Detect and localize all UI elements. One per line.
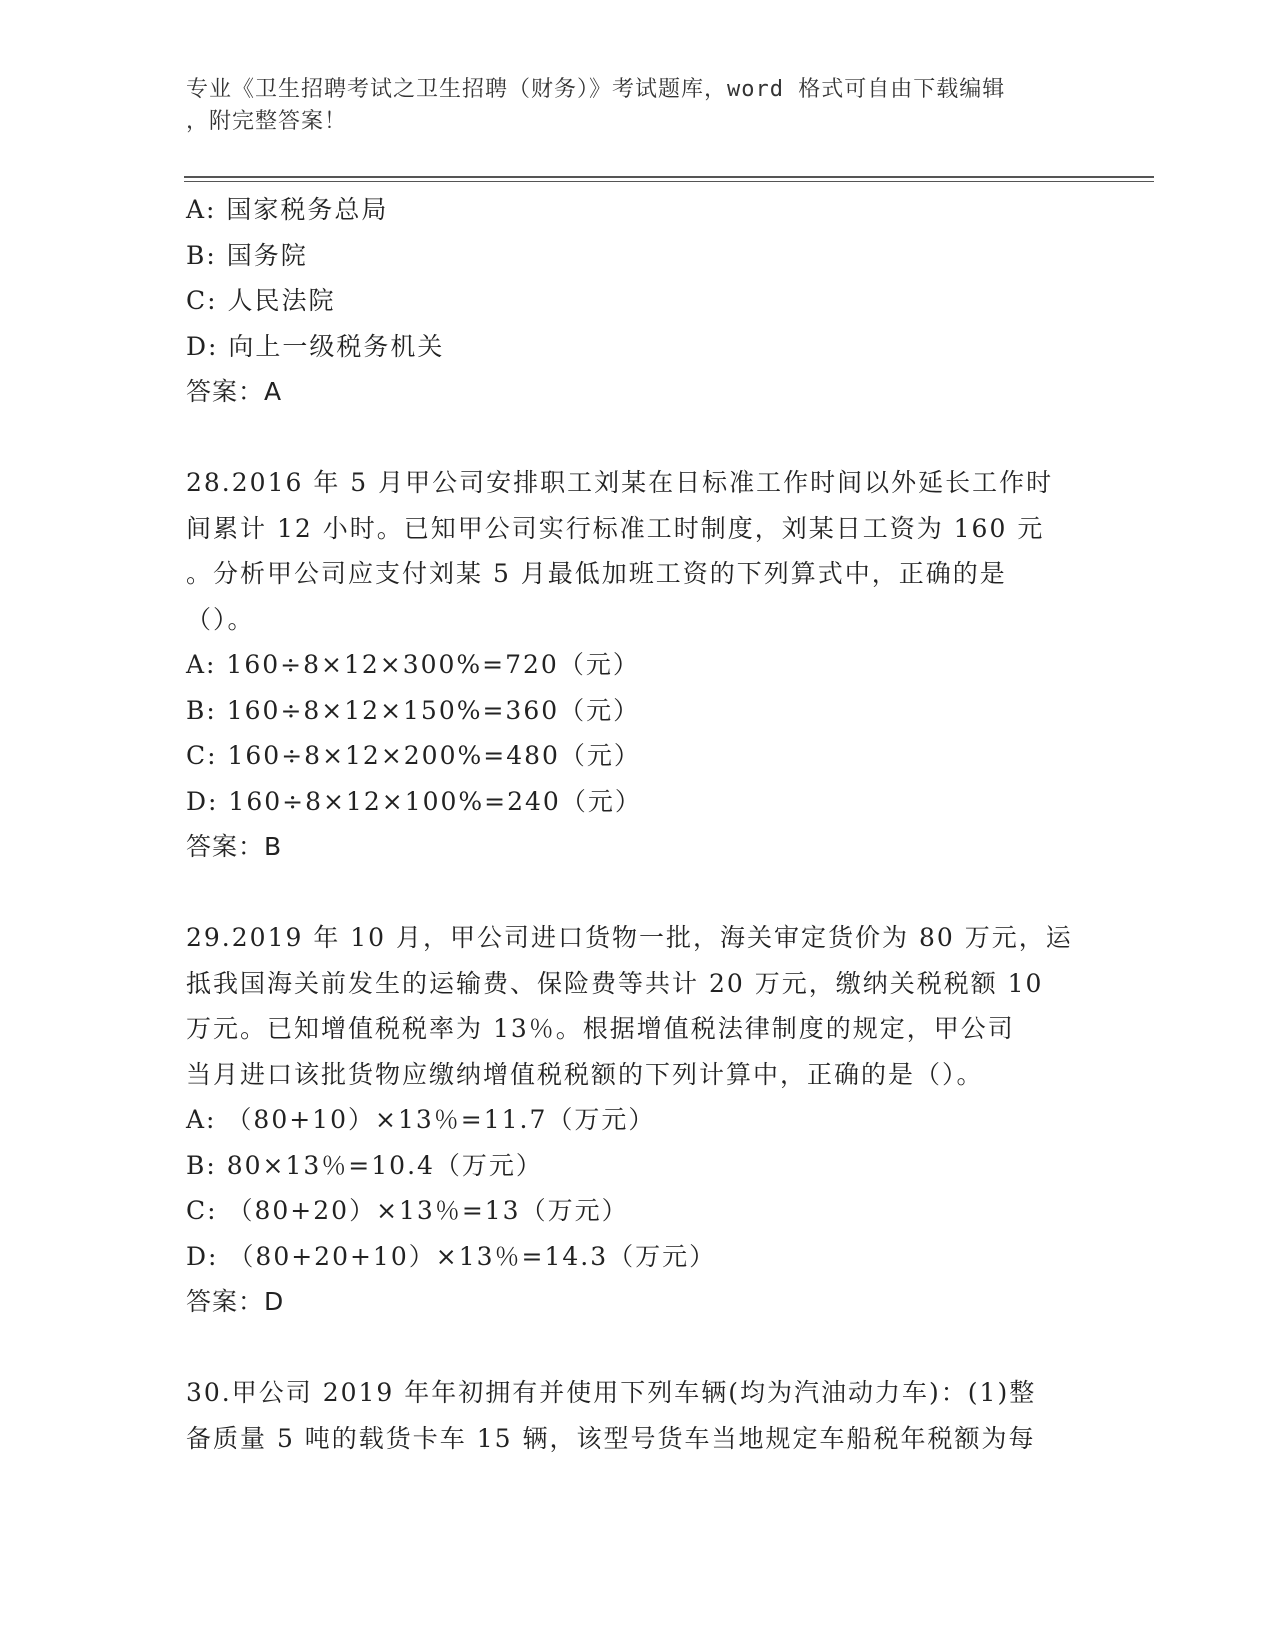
question-29 [186, 915, 1086, 1325]
header-line-2: ，附完整答案！ [186, 109, 348, 134]
question-text-line: 28.2016 年 5 月甲公司安排职工刘某在日标准工作时间以外延长工作时 [186, 468, 1054, 497]
question-text-line: 万元。已知增值税税率为 13％。根据增值税法律制度的规定，甲公司 [186, 1014, 1015, 1043]
answer: 答案：A [186, 377, 283, 406]
header-rule-thick [184, 176, 1154, 178]
option-b: B: 160÷8×12×150%=360（元） [186, 695, 641, 725]
answer: 答案：D [186, 1287, 285, 1316]
header-rule-thin [184, 181, 1154, 182]
option-c: C: （80+20）×13％=13（万元） [186, 1196, 629, 1225]
option-a: A: 160÷8×12×300%=720（元） [186, 650, 640, 679]
option-a: A: （80+10）×13％=11.7（万元） [186, 1105, 656, 1134]
answer: 答案：B [186, 832, 283, 861]
question-text-line: 29.2019 年 10 月，甲公司进口货物一批，海关审定货价为 80 万元，运 [186, 923, 1073, 952]
question-28 [186, 460, 1086, 870]
question-text-line: 备质量 5 吨的载货卡车 15 辆，该型号货车当地规定车船税年税额为每 [186, 1423, 1036, 1453]
header-line-1: 专业《卫生招聘考试之卫生招聘（财务）》考试题库，word 格式可自由下载编辑 [186, 77, 1006, 102]
option-d: D: 向上一级税务机关 [186, 331, 445, 361]
question-30 [186, 1370, 1086, 1461]
option-b: B: 80×13％=10.4（万元） [186, 1150, 543, 1180]
prev-question [186, 187, 1086, 415]
question-text-line: 。分析甲公司应支付刘某 5 月最低加班工资的下列算式中，正确的是 [186, 559, 1007, 588]
option-a: A: 国家税务总局 [186, 195, 389, 224]
question-text-line: 30.甲公司 2019 年年初拥有并使用下列车辆(均为汽油动力车)：(1)整 [186, 1378, 1037, 1407]
question-text-line: （）。 [186, 604, 255, 634]
option-d: D: 160÷8×12×100%=240（元） [186, 786, 642, 816]
option-d: D: （80+20+10）×13％=14.3（万元） [186, 1241, 717, 1271]
option-b: B: 国务院 [186, 240, 308, 270]
page-header [186, 74, 1086, 138]
question-text-line: 间累计 12 小时。已知甲公司实行标准工时制度，刘某日工资为 160 元 [186, 513, 1045, 543]
option-c: C: 160÷8×12×200%=480（元） [186, 741, 641, 770]
option-c: C: 人民法院 [186, 286, 336, 315]
question-content [186, 187, 1086, 1461]
question-text-line: 当月进口该批货物应缴纳增值税税额的下列计算中，正确的是（）。 [186, 1059, 984, 1089]
question-text-line: 抵我国海关前发生的运输费、保险费等共计 20 万元，缴纳关税税额 10 [186, 968, 1044, 998]
